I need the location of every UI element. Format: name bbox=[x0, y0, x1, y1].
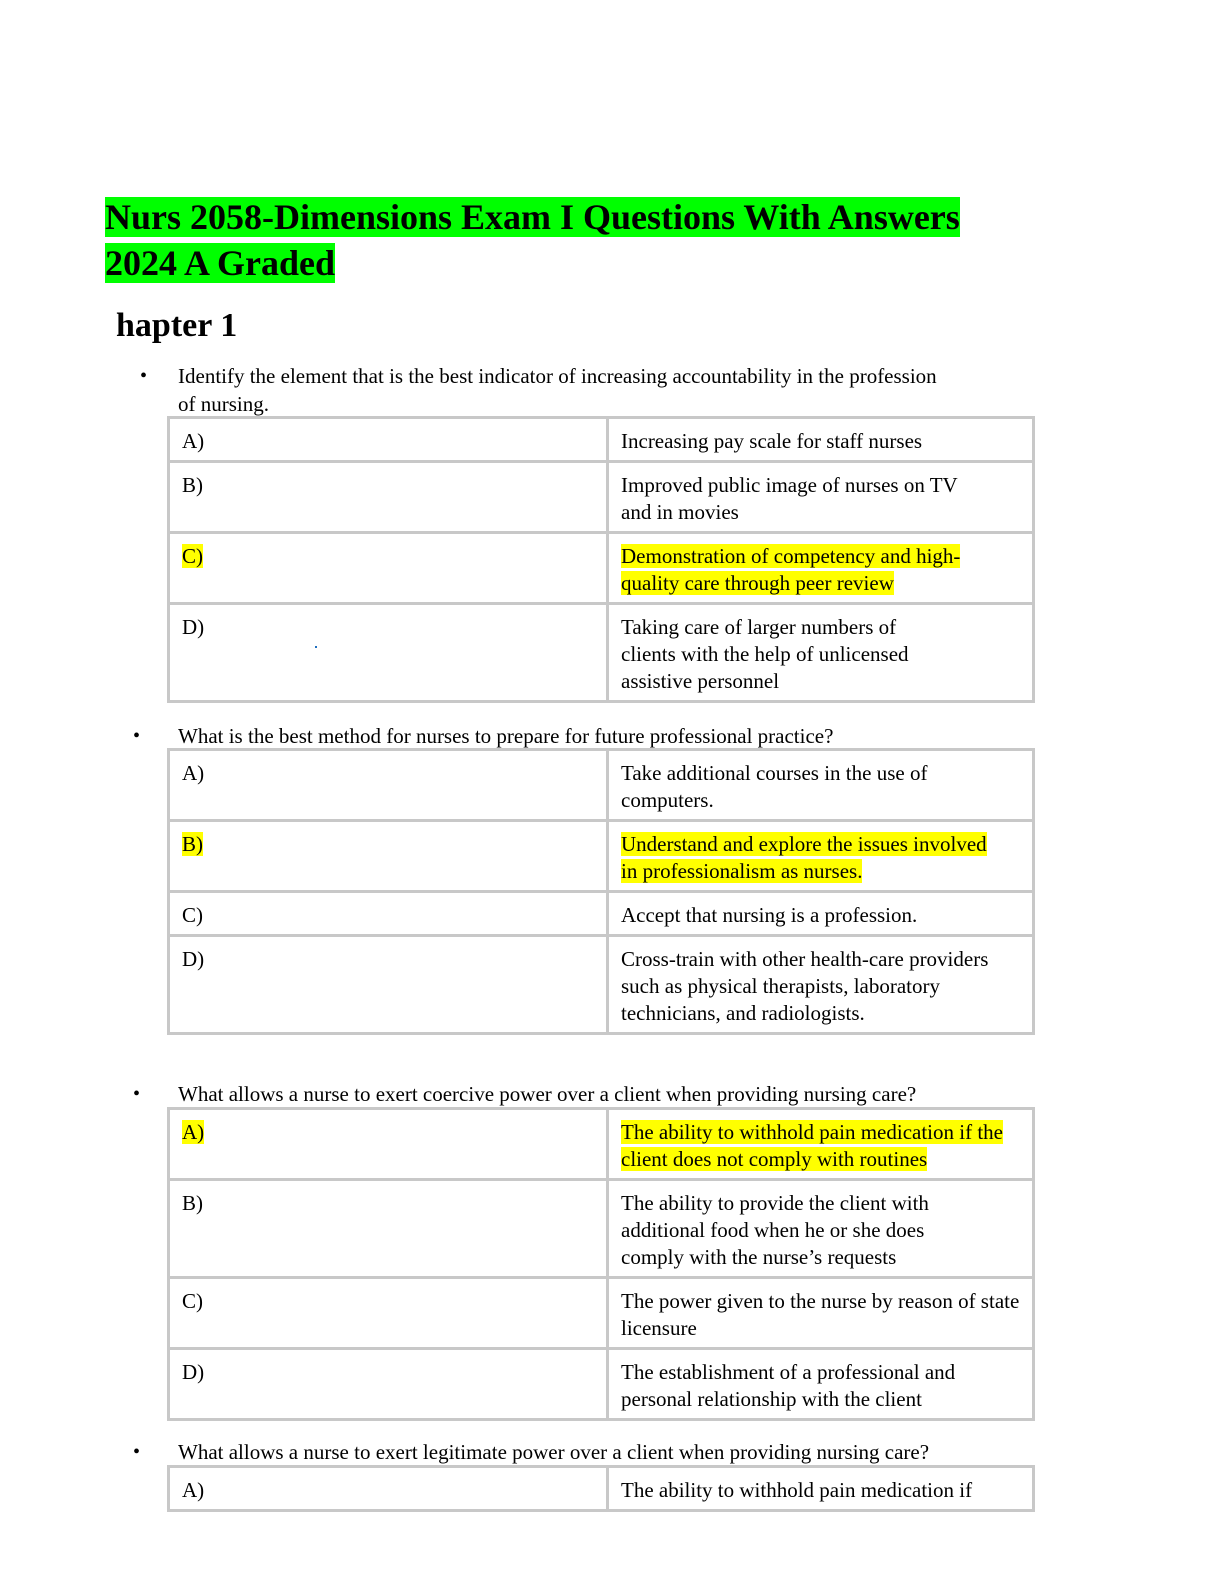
document-title bbox=[105, 194, 1065, 286]
bullet-icon: • bbox=[133, 1441, 141, 1463]
option-row bbox=[169, 1180, 1034, 1278]
option-answer bbox=[608, 1109, 1034, 1180]
option-row-correct bbox=[169, 1109, 1034, 1180]
question-text: Identify the element that is the best indicator of increasing accountability in the profession of nursing. bbox=[178, 364, 937, 416]
option-row-correct bbox=[169, 533, 1034, 604]
option-letter: C) bbox=[169, 1278, 608, 1349]
option-letter: D) bbox=[169, 936, 608, 1034]
option-letter: D) bbox=[169, 1349, 608, 1420]
title-line-1: Nurs 2058-Dimensions Exam I Questions With Answers bbox=[105, 197, 960, 237]
option-letter: D) bbox=[169, 604, 608, 702]
bullet-icon: • bbox=[140, 365, 148, 387]
correct-answer-highlight: The ability to withhold pain medication if the client does not comply with routines bbox=[621, 1120, 1003, 1171]
correct-letter-highlight: B) bbox=[182, 832, 203, 856]
correct-answer-highlight: Understand and explore the issues involved in professionalism as nurses. bbox=[621, 832, 987, 883]
option-letter bbox=[169, 533, 608, 604]
option-row bbox=[169, 418, 1034, 462]
option-row bbox=[169, 936, 1034, 1034]
option-row bbox=[169, 462, 1034, 533]
option-answer-text: The ability to provide the client with additional food when he or she does comply with the nurse’s requests bbox=[621, 1191, 929, 1269]
options-table bbox=[167, 416, 1035, 703]
option-answer: Cross-train with other health-care providers such as physical therapists, laboratory technicians, and radiologists. bbox=[608, 936, 1034, 1034]
option-row bbox=[169, 604, 1034, 702]
option-answer bbox=[608, 1180, 1034, 1278]
option-letter: B) bbox=[169, 1180, 608, 1278]
option-letter: A) bbox=[169, 418, 608, 462]
option-row bbox=[169, 1349, 1034, 1420]
option-letter bbox=[169, 1109, 608, 1180]
correct-letter-highlight: A) bbox=[182, 1120, 205, 1144]
option-answer-text: Take additional courses in the use of computers. bbox=[621, 761, 928, 812]
option-answer: The ability to withhold pain medication if bbox=[608, 1467, 1034, 1511]
option-answer bbox=[608, 462, 1034, 533]
question-text: What allows a nurse to exert coercive power over a client when providing nursing care? bbox=[178, 1082, 917, 1106]
option-answer bbox=[608, 604, 1034, 702]
option-answer-text: Improved public image of nurses on TV and in movies bbox=[621, 473, 958, 524]
option-answer: The establishment of a professional and personal relationship with the client bbox=[608, 1349, 1034, 1420]
option-answer bbox=[608, 750, 1034, 821]
option-letter: A) bbox=[169, 750, 608, 821]
option-letter: B) bbox=[169, 462, 608, 533]
option-letter: C) bbox=[169, 892, 608, 936]
question-text: What allows a nurse to exert legitimate power over a client when providing nursing care? bbox=[178, 1440, 930, 1464]
options-table bbox=[167, 748, 1035, 1035]
option-answer: Increasing pay scale for staff nurses bbox=[608, 418, 1034, 462]
correct-answer-highlight: Demonstration of competency and high-quality care through peer review bbox=[621, 544, 961, 595]
option-answer bbox=[608, 821, 1034, 892]
option-letter bbox=[169, 821, 608, 892]
options-table bbox=[167, 1465, 1035, 1512]
options-table bbox=[167, 1107, 1035, 1421]
option-answer: The power given to the nurse by reason of state licensure bbox=[608, 1278, 1034, 1349]
option-letter: A) bbox=[169, 1467, 608, 1511]
option-row bbox=[169, 1467, 1034, 1511]
title-line-2: 2024 A Graded bbox=[105, 243, 336, 283]
option-row bbox=[169, 750, 1034, 821]
option-answer bbox=[608, 533, 1034, 604]
option-row bbox=[169, 1278, 1034, 1349]
bullet-icon: • bbox=[133, 1083, 141, 1105]
option-row-correct bbox=[169, 821, 1034, 892]
option-answer: Accept that nursing is a profession. bbox=[608, 892, 1034, 936]
correct-letter-highlight: C) bbox=[182, 544, 203, 568]
option-row bbox=[169, 892, 1034, 936]
chapter-heading: hapter 1 bbox=[116, 307, 238, 344]
stray-dot bbox=[315, 646, 317, 648]
bullet-icon: • bbox=[133, 725, 141, 747]
option-answer-text: Taking care of larger numbers of clients with the help of unlicensed assistive personnel bbox=[621, 615, 909, 693]
question-text: What is the best method for nurses to prepare for future professional practice? bbox=[178, 724, 834, 748]
